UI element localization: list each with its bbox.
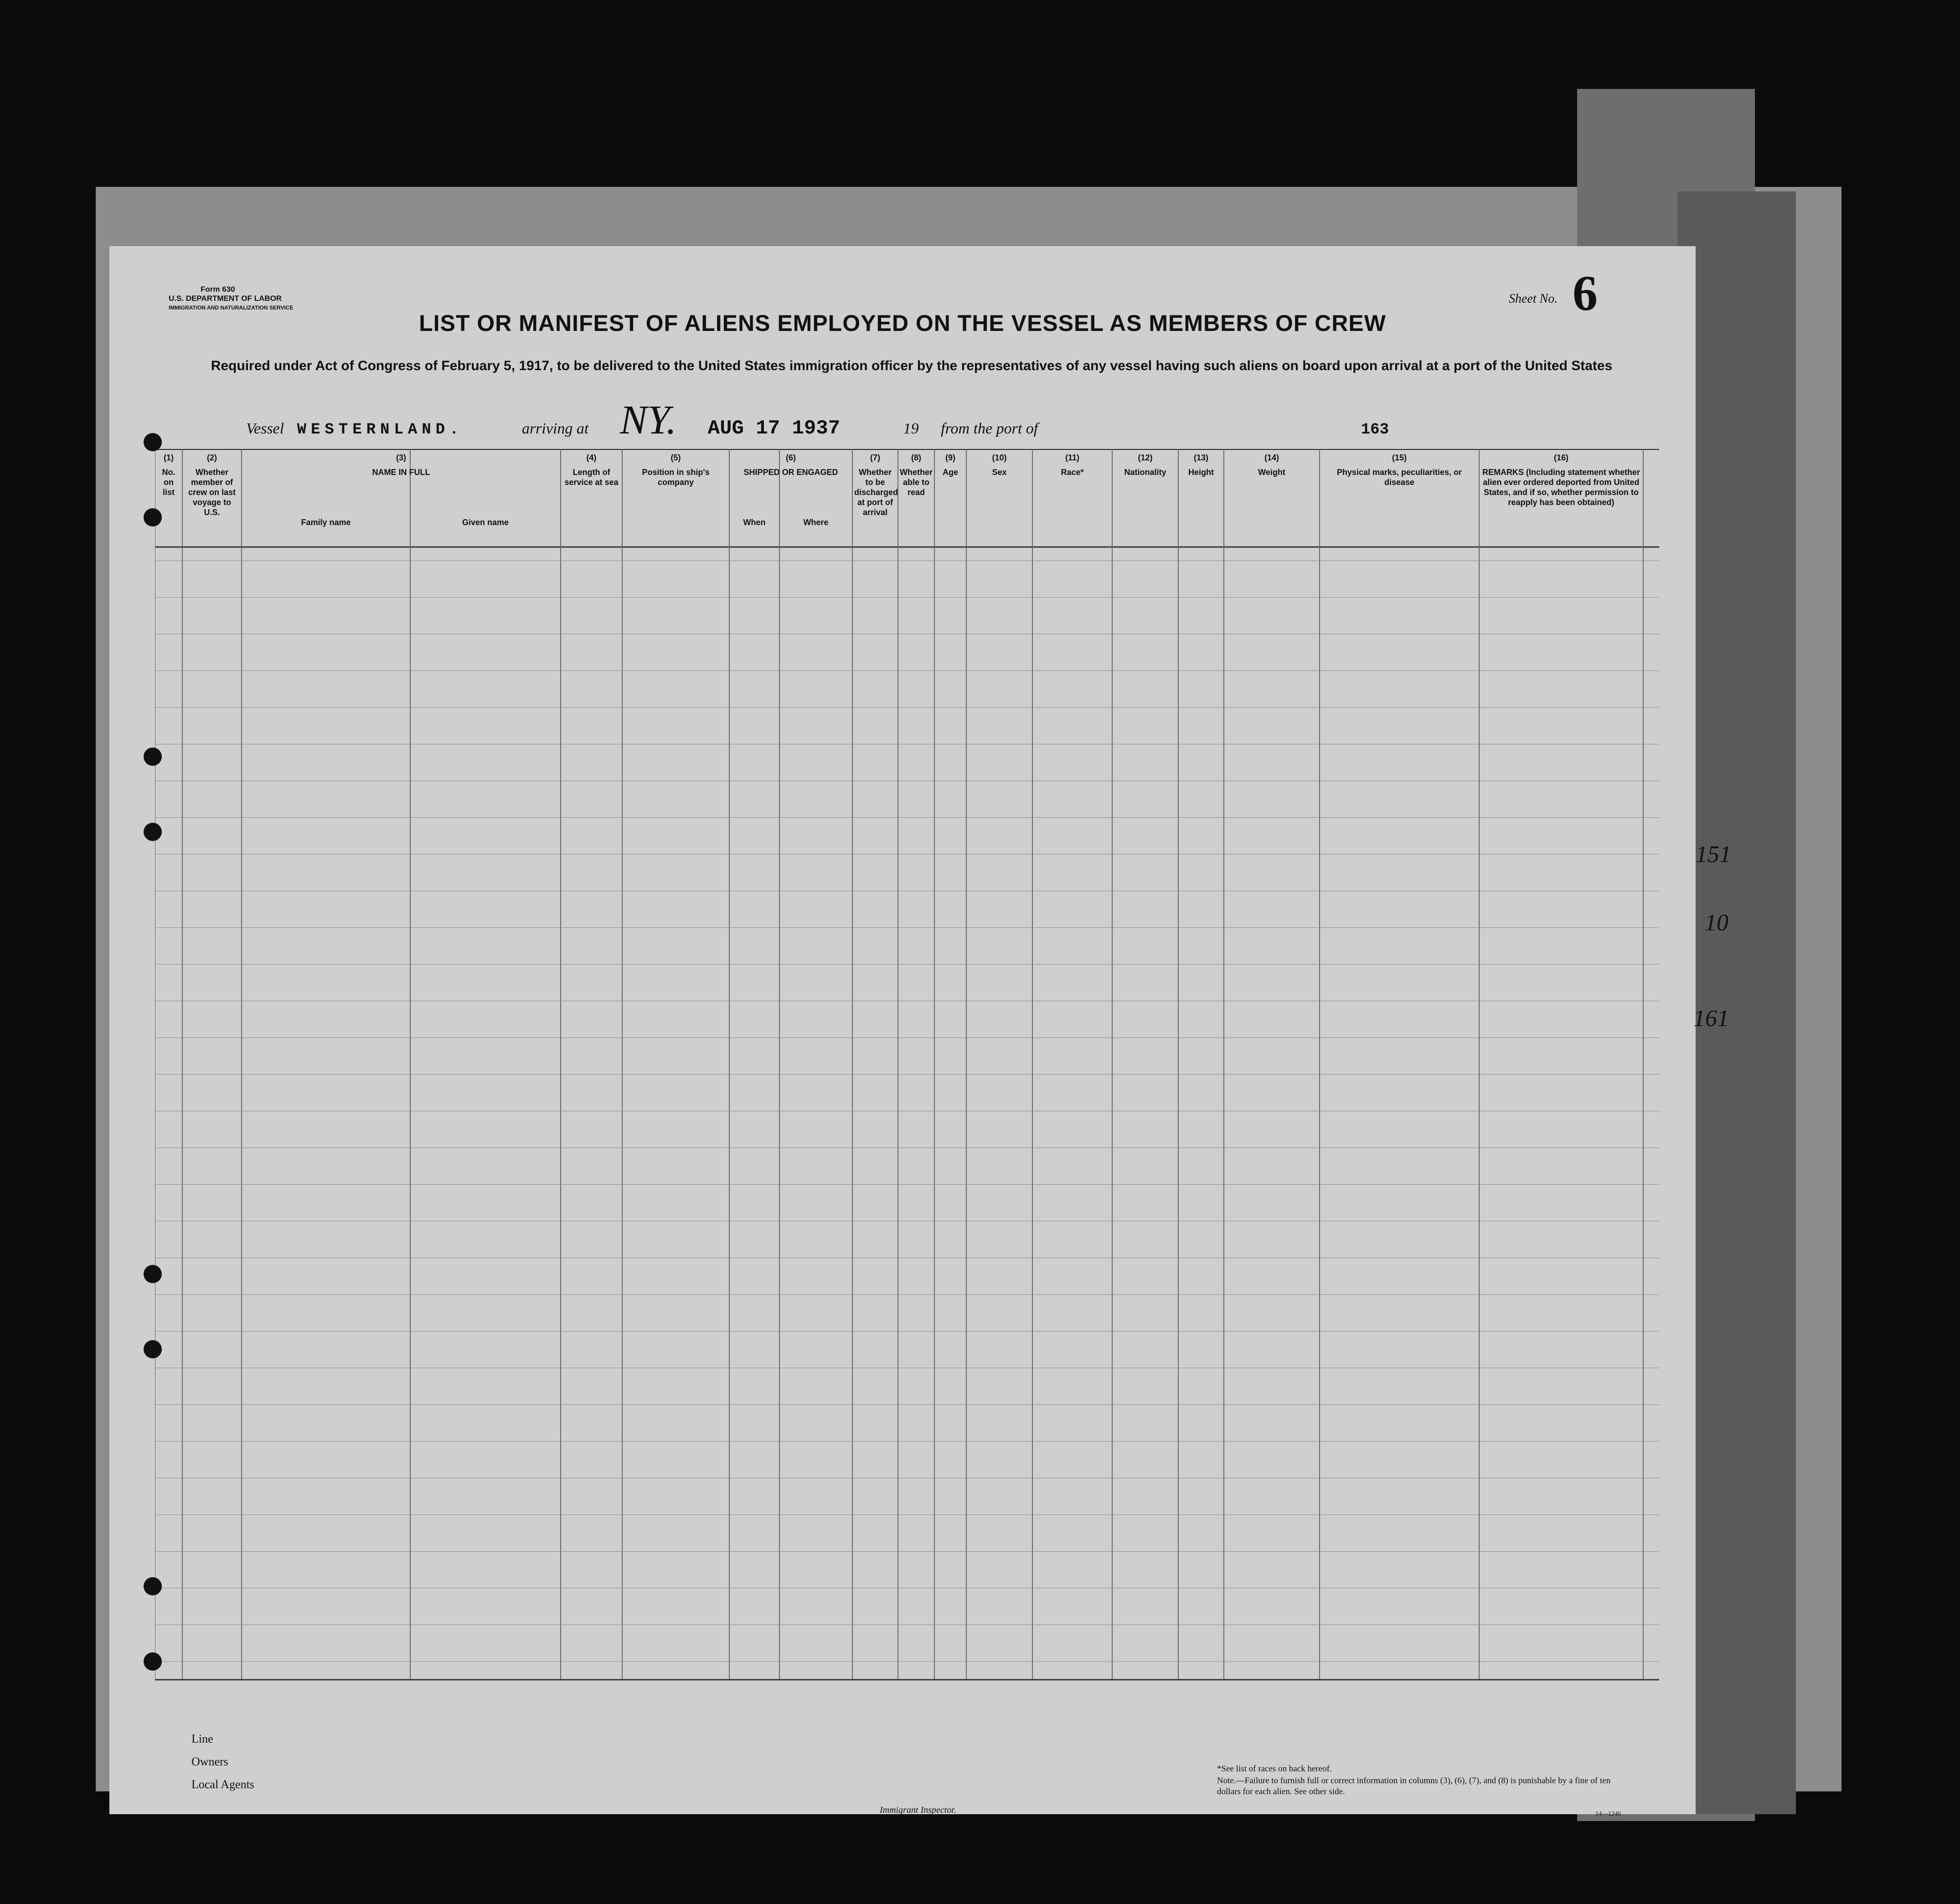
margin-note-1: 151	[1696, 841, 1731, 867]
column-header: Length of service at sea	[564, 468, 619, 487]
margin-note-3: 161	[1693, 1006, 1729, 1032]
binder-hole	[144, 508, 162, 526]
column-number: (16)	[1553, 453, 1568, 462]
column-subheader: Given name	[462, 518, 509, 527]
column-header: Race*	[1061, 468, 1084, 477]
vessel-name: WESTERNLAND.	[297, 421, 464, 439]
margin-note-2: 10	[1705, 910, 1728, 936]
column-number: (11)	[1065, 453, 1080, 462]
footer-line-label: Line	[191, 1732, 213, 1745]
column-subheader: When	[743, 518, 766, 527]
department: U.S. DEPARTMENT OF LABOR	[169, 294, 282, 303]
form-number: Form 630	[201, 285, 235, 294]
column-header: NAME IN FULL	[372, 468, 430, 477]
binder-hole	[144, 433, 162, 451]
binder-hole	[144, 1265, 162, 1283]
column-header: Position in ship's company	[642, 468, 710, 487]
binder-hole	[144, 748, 162, 766]
arrival-date: AUG 17 1937	[707, 417, 841, 440]
column-number: (1)	[164, 453, 174, 462]
vessel-label: Vessel	[246, 420, 284, 437]
service: IMMIGRATION AND NATURALIZATION SERVICE	[169, 304, 294, 311]
inspector-label: Immigrant Inspector.	[880, 1805, 956, 1815]
column-number: (14)	[1264, 453, 1279, 462]
column-header: Weight	[1258, 468, 1285, 477]
arriving-port: NY.	[619, 397, 677, 443]
column-number: (13)	[1193, 453, 1208, 462]
vessel-line	[246, 397, 1389, 444]
column-number: (9)	[945, 453, 955, 462]
year-label: 19	[903, 420, 919, 437]
footer-agents-label: Local Agents	[191, 1778, 254, 1791]
column-number: (7)	[870, 453, 880, 462]
binder-hole	[144, 1340, 162, 1358]
column-header: Physical marks, peculiarities, or disease	[1336, 468, 1462, 487]
footer-owners-label: Owners	[191, 1755, 228, 1768]
binder-hole	[144, 1652, 162, 1671]
form-code: 14—1246	[1595, 1811, 1621, 1817]
column-header: SHIPPED OR ENGAGED	[743, 468, 838, 477]
column-header: Whether member of crew on last voyage to U.S.	[188, 468, 236, 517]
binder-hole	[144, 823, 162, 841]
column-number: (2)	[207, 453, 217, 462]
column-number: (5)	[671, 453, 681, 462]
sheet-number: 6	[1573, 265, 1598, 321]
column-header: Age	[942, 468, 958, 477]
column-header: REMARKS (Including statement whether alien ever ordered deported from United States, and if so, whether permission to reapply has been obtained)	[1482, 468, 1640, 507]
column-number: (12)	[1138, 453, 1153, 462]
column-number: (10)	[992, 453, 1007, 462]
arriving-label: arriving at	[521, 420, 589, 437]
sheet-total-number: 163	[1361, 421, 1389, 439]
document-subtitle: Required under Act of Congress of February 5, 1917, to be delivered to the United States immigration officer by the representatives of any vessel having such aliens on board upon arrival at a port of the United States	[211, 358, 1613, 373]
column-header: Whether able to read	[900, 468, 933, 497]
penalty-note: Note.—Failure to furnish full or correct information in columns (3), (6), (7), and (8) is punishable by a fine of ten dollars for each alien. See other side.	[1217, 1776, 1611, 1796]
from-port-label: from the port of	[941, 420, 1038, 437]
column-header: Whether to be discharged at port of arrival	[854, 468, 898, 517]
sheet-label: Sheet No.	[1509, 292, 1558, 306]
column-subheader: Where	[803, 518, 829, 527]
document-title: LIST OR MANIFEST OF ALIENS EMPLOYED ON THE VESSEL AS MEMBERS OF CREW	[419, 310, 1386, 336]
column-header: Height	[1188, 468, 1214, 477]
column-number: (6)	[786, 453, 796, 462]
column-header: Sex	[992, 468, 1007, 477]
column-number: (8)	[911, 453, 921, 462]
races-note: *See list of races on back hereof.	[1217, 1764, 1332, 1774]
column-header: Nationality	[1124, 468, 1166, 477]
column-number: (3)	[396, 453, 406, 462]
column-number: (15)	[1392, 453, 1407, 462]
manifest-grid	[155, 449, 1659, 1689]
column-number: (4)	[586, 453, 597, 462]
form-header	[169, 285, 293, 312]
binder-hole	[144, 1577, 162, 1595]
manifest-page	[109, 246, 1696, 1817]
column-subheader: Family name	[301, 518, 351, 527]
column-header: No. on list	[162, 468, 175, 497]
